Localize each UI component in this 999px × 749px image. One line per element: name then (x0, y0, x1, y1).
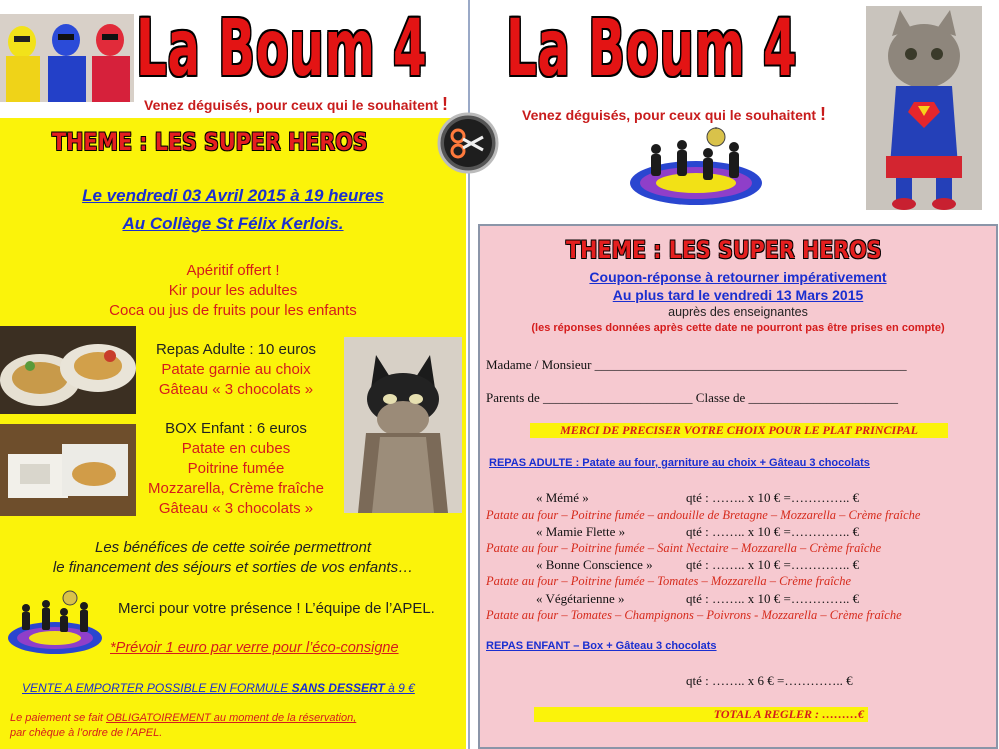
option-bonne-name: « Bonne Conscience » (536, 557, 653, 572)
adult-menu-title: Repas Adulte : 10 euros (155, 341, 317, 358)
scissors-icon (437, 112, 499, 174)
adult-header-b: : Patate au four, garniture au choix + Gâteau 3 chocolats (572, 457, 870, 469)
child-menu-line-2: Poitrine fumée (187, 460, 285, 477)
child-menu-block (96, 419, 376, 519)
eco-text: *Prévoir 1 euro par verre pour l’éco-consigne (110, 640, 399, 656)
coupon-line-2: Au plus tard le vendredi 13 Mars 2015 (612, 287, 864, 303)
option-mamie-qty[interactable]: qté : …….. x 10 € =………….. € (686, 524, 860, 539)
dance-party-logo-small (6, 590, 104, 656)
subtitle-left-text: Venez déguisés, pour ceux qui le souhaitent (144, 97, 439, 113)
parents-class-field[interactable]: Parents de _______________________ Classe de _______________________ (486, 390, 899, 405)
subtitle-left-mark: ! (441, 94, 448, 114)
benefits-block (0, 538, 466, 578)
child-menu-line-1: Patate en cubes (181, 440, 291, 457)
theme-right: THEME : LES SUPER HEROS (566, 236, 882, 264)
option-mamie-name: « Mamie Flette » (536, 524, 626, 539)
option-meme-name: « Mémé » (536, 490, 589, 505)
thanks-text: Merci pour votre présence ! L’équipe de l’APEL. (118, 600, 435, 617)
payment-1c: au moment de la réservation, (210, 712, 357, 724)
coupon-line-4: (les réponses données après cette date ne pourront pas être prises en compte) (531, 322, 945, 334)
place-text: Au Collège St Félix Kerlois. (122, 214, 344, 233)
choice-banner-text: MERCI DE PRECISER VOTRE CHOIX POUR LE PLAT PRINCIPAL (560, 423, 918, 437)
total-bar (534, 707, 868, 722)
takeaway-line (22, 681, 415, 695)
title-left: La Boum 4 (136, 4, 428, 94)
subtitle-left (144, 94, 448, 115)
coupon-line-3: auprès des enseignantes (668, 305, 808, 319)
dance-party-logo (628, 127, 764, 207)
option-meme-desc: Patate au four – Poitrine fumée – andouille de Bretagne – Mozzarella – Crème fraîche (486, 508, 921, 522)
subtitle-right-mark: ! (819, 104, 826, 124)
option-vege-desc: Patate au four – Tomates – Champignons – Poivrons - Mozzarella – Crème fraîche (486, 608, 902, 622)
option-vege-qty[interactable]: qté : …….. x 10 € =………….. € (686, 591, 860, 606)
adult-menu-line-1: Patate garnie au choix (161, 361, 311, 378)
adult-menu-line-2: Gâteau « 3 chocolats » (158, 381, 314, 398)
adult-header (489, 457, 870, 469)
parent-name-field[interactable]: Madame / Monsieur ________________________________________________ (486, 357, 907, 372)
coupon-line-1: Coupon-réponse à retourner impérativement (589, 269, 887, 285)
child-menu-line-4: Gâteau « 3 chocolats » (158, 500, 314, 517)
takeaway-price: à 9 € (384, 681, 415, 695)
aperitif-line-3: Coca ou jus de fruits pour les enfants (109, 302, 357, 319)
coupon-header (478, 268, 998, 336)
date-text: Le vendredi 03 Avril 2015 à 19 heures (82, 186, 384, 205)
aperitif-block (0, 261, 466, 321)
subtitle-right-text: Venez déguisés, pour ceux qui le souhaitent (522, 107, 817, 123)
option-bonne-desc: Patate au four – Poitrine fumée – Tomates – Mozzarella – Crème fraîche (486, 574, 852, 588)
child-menu-line-3: Mozzarella, Crème fraîche (148, 480, 324, 497)
child-qty[interactable]: qté : …….. x 6 € =………….. € (686, 673, 853, 688)
adult-menu-block (96, 340, 376, 400)
adult-header-a: REPAS ADULTE (489, 457, 573, 469)
aperitif-line-1: Apéritif offert ! (186, 262, 280, 279)
option-vege-name: « Végétarienne » (536, 591, 625, 606)
benefits-line-1: Les bénéfices de cette soirée permettront (95, 539, 371, 556)
option-mamie-desc: Patate au four – Poitrine fumée – Saint Nectaire – Mozzarella – Crème fraîche (486, 541, 882, 555)
payment-1b: OBLIGATOIREMENT (106, 712, 211, 724)
takeaway-bold: SANS DESSERT (291, 681, 385, 695)
place-line (0, 214, 466, 234)
total-text[interactable]: TOTAL A REGLER : ………€ (713, 707, 864, 721)
child-header: REPAS ENFANT – Box + Gâteau 3 chocolats (486, 640, 717, 652)
payment-1a: Le paiement se fait (10, 712, 107, 724)
child-menu-title: BOX Enfant : 6 euros (165, 420, 307, 437)
choice-banner (530, 423, 948, 438)
subtitle-right (522, 104, 826, 125)
takeaway-prefix: VENTE A EMPORTER POSSIBLE EN FORMULE (22, 681, 292, 695)
title-right: La Boum 4 (506, 4, 798, 94)
aperitif-line-2: Kir pour les adultes (168, 282, 298, 299)
payment-line-1 (10, 712, 356, 724)
date-line (0, 186, 466, 206)
theme-left: THEME : LES SUPER HEROS (52, 128, 368, 156)
option-bonne-qty[interactable]: qté : …….. x 10 € =………….. € (686, 557, 860, 572)
option-meme-qty[interactable]: qté : …….. x 10 € =………….. € (686, 490, 860, 505)
payment-line-2: par chèque à l’ordre de l’APEL. (10, 727, 163, 739)
superman-cat-photo (866, 6, 982, 210)
benefits-line-2: le financement des séjours et sorties de vos enfants… (52, 559, 414, 576)
power-rangers-photo (0, 14, 134, 102)
